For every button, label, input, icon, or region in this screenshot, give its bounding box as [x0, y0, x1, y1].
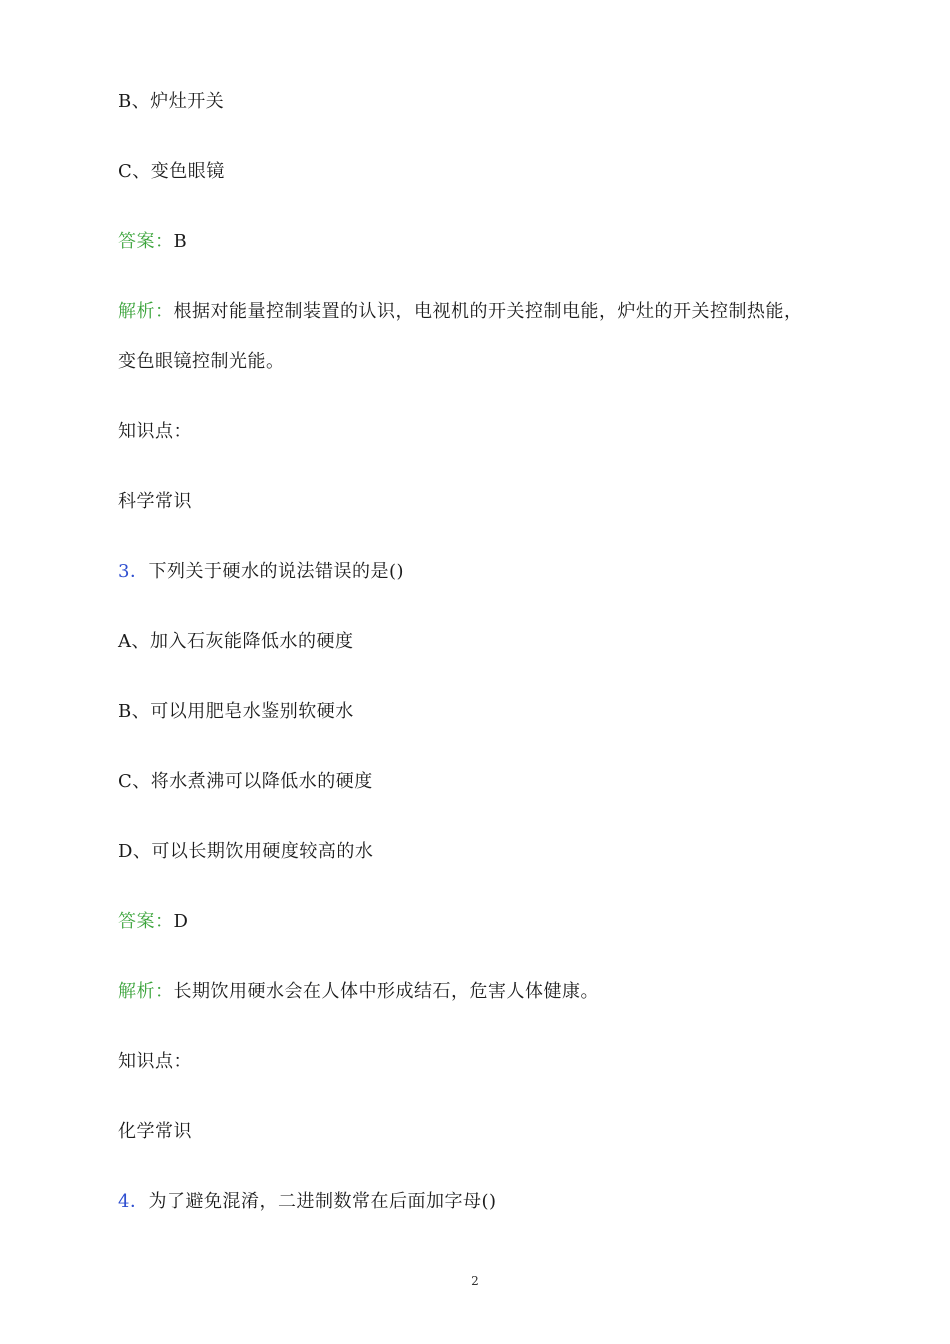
q3-option-a: A、加入石灰能降低水的硬度	[118, 631, 354, 652]
question-number: 3．	[118, 561, 149, 582]
q3-option-c: C、将水煮沸可以降低水的硬度	[118, 771, 373, 792]
q2-option-c: C、变色眼镜	[118, 161, 225, 182]
analysis-text-line2: 变色眼镜控制光能。	[118, 351, 285, 372]
question-text: 为了避免混淆，二进制数常在后面加字母()	[148, 1191, 497, 1212]
answer-value: B	[173, 231, 188, 252]
analysis-text-line1: 根据对能量控制装置的认识，电视机的开关控制电能，炉灶的开关控制热能，	[173, 301, 803, 322]
q2-answer	[118, 231, 187, 253]
question-number: 4．	[118, 1191, 149, 1212]
q3-knowledge-value: 化学常识	[118, 1121, 192, 1142]
q3-analysis	[118, 981, 599, 1003]
q3-answer	[118, 911, 188, 933]
q3-question	[118, 561, 404, 583]
q4-question	[118, 1191, 497, 1213]
page-number: 2	[471, 1274, 479, 1288]
answer-label: 答案：	[118, 231, 174, 252]
q2-knowledge-value: 科学常识	[118, 491, 192, 512]
answer-label: 答案：	[118, 911, 174, 932]
q3-option-d: D、可以长期饮用硬度较高的水	[118, 841, 374, 862]
q3-option-b: B、可以用肥皂水鉴别软硬水	[118, 701, 354, 722]
q2-knowledge-label: 知识点：	[118, 421, 192, 442]
q3-knowledge-label: 知识点：	[118, 1051, 192, 1072]
analysis-label: 解析：	[118, 981, 174, 1002]
answer-value: D	[173, 911, 189, 932]
analysis-label: 解析：	[118, 301, 174, 322]
q2-option-b: B、炉灶开关	[118, 91, 225, 112]
question-text: 下列关于硬水的说法错误的是()	[148, 561, 404, 582]
q2-analysis	[118, 301, 803, 323]
analysis-text: 长期饮用硬水会在人体中形成结石，危害人体健康。	[173, 981, 599, 1002]
